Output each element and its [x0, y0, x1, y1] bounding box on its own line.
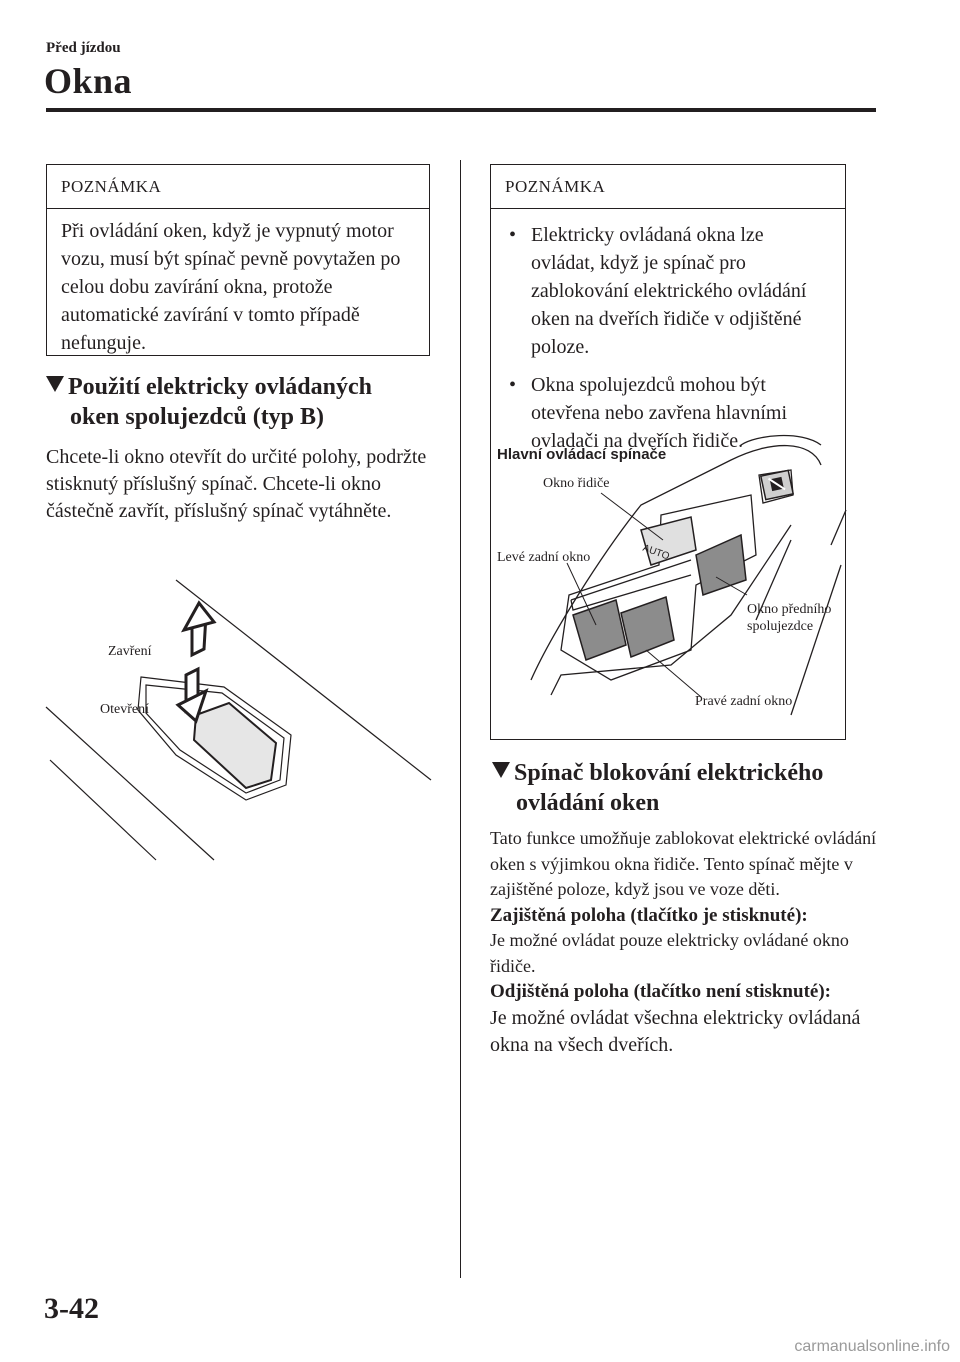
note-heading: POZNÁMKA: [491, 165, 845, 209]
note-text: Při ovládání oken, když je vypnutý motor vozu, musí být spínač pevně povytažen po celou dobu zavírání okna, protože automatické zavírání v tomto případě nefunguje.: [61, 220, 401, 354]
door-panel-line: [46, 707, 214, 860]
auto-label: AUTO: [641, 542, 671, 563]
door-line: [831, 510, 846, 545]
section-heading-window-lock: [492, 758, 872, 818]
section-heading-passenger-windows: [46, 372, 446, 432]
label-close: Zavření: [108, 644, 152, 659]
heading-line-2: oken spolujezdců (typ B): [70, 404, 325, 430]
label-front-passenger-window: Okno předního: [747, 602, 832, 617]
note-box-left: [46, 164, 430, 356]
heading-line-1: Použití elektricky ovládaných: [68, 374, 372, 400]
note-bullet-item: • Okna spolujezdců mohou být otevřena nebo zavřena hlavními ovladači na dveřích řidiče.: [505, 371, 831, 455]
chapter-title: Okna: [44, 61, 133, 101]
triangle-bullet-icon: [46, 376, 64, 392]
locked-position-label: Zajištěná poloha (tlačítko je stisknuté):: [490, 904, 808, 926]
switch-cluster-step: [571, 560, 691, 610]
label-front-passenger-window-2: spolujezdce: [747, 619, 814, 634]
column-divider: [460, 160, 461, 1278]
door-line: [791, 565, 841, 715]
window-lock-paragraph: Tato funkce umožňuje zablokovat elektrické ovládání oken s výjimkou okna řidiče. Tento spínač mějte v zajištěné poloze, když jsou ve voze děti.: [490, 828, 877, 899]
note-bullet-item: • Elektricky ovládaná okna lze ovládat, když je spínač pro zablokování elektrického ovládání oken na dveřích řidiče v odjištěné poloze.: [505, 221, 831, 361]
unlocked-position-text: Je možné ovládat všechna elektricky ovládaná okna na všech dveřích.: [490, 1006, 861, 1056]
master-switches-figure: [491, 435, 847, 739]
page-number: 3-42: [44, 1292, 99, 1325]
note-heading: POZNÁMKA: [47, 165, 429, 209]
figure-title: Hlavní ovládací spínače: [497, 446, 667, 463]
label-driver-window: Okno řidiče: [543, 476, 610, 491]
watermark: carmanualsonline.info: [794, 1338, 950, 1355]
door-panel-edge: [741, 436, 821, 445]
passenger-switch-figure: [46, 575, 436, 865]
unlocked-position-label: Odjištěná poloha (tlačítko není stisknuté):: [490, 981, 831, 1002]
window-lock-text: [490, 826, 880, 1059]
note-bullet-list: [491, 209, 845, 455]
leader-line: [601, 493, 663, 540]
label-rear-right-window: Pravé zadní okno: [695, 694, 793, 709]
header-rule: [46, 108, 876, 112]
heading-line-1: Spínač blokování elektrického: [514, 760, 824, 786]
label-open: Otevření: [100, 702, 149, 717]
front-passenger-switch: [696, 535, 746, 595]
rear-left-switch: [573, 600, 626, 660]
triangle-bullet-icon: [492, 762, 510, 778]
up-down-arrow-icon: [178, 603, 214, 721]
door-panel-line: [50, 760, 156, 860]
heading-line-2: ovládání oken: [516, 790, 660, 816]
locked-position-text: Je možné ovládat pouze elektricky ovládané okno řidiče.: [490, 930, 849, 976]
note-box-right: [490, 164, 846, 740]
section-label: Před jízdou: [46, 40, 121, 56]
passenger-windows-paragraph: Chcete-li okno otevřít do určité polohy, podržte stisknutý příslušný spínač. Chcete-li okno částečně zavřít, příslušný spínač vytáhněte.: [46, 446, 427, 522]
rear-right-switch: [621, 597, 674, 657]
label-rear-left-window: Levé zadní okno: [497, 550, 591, 565]
